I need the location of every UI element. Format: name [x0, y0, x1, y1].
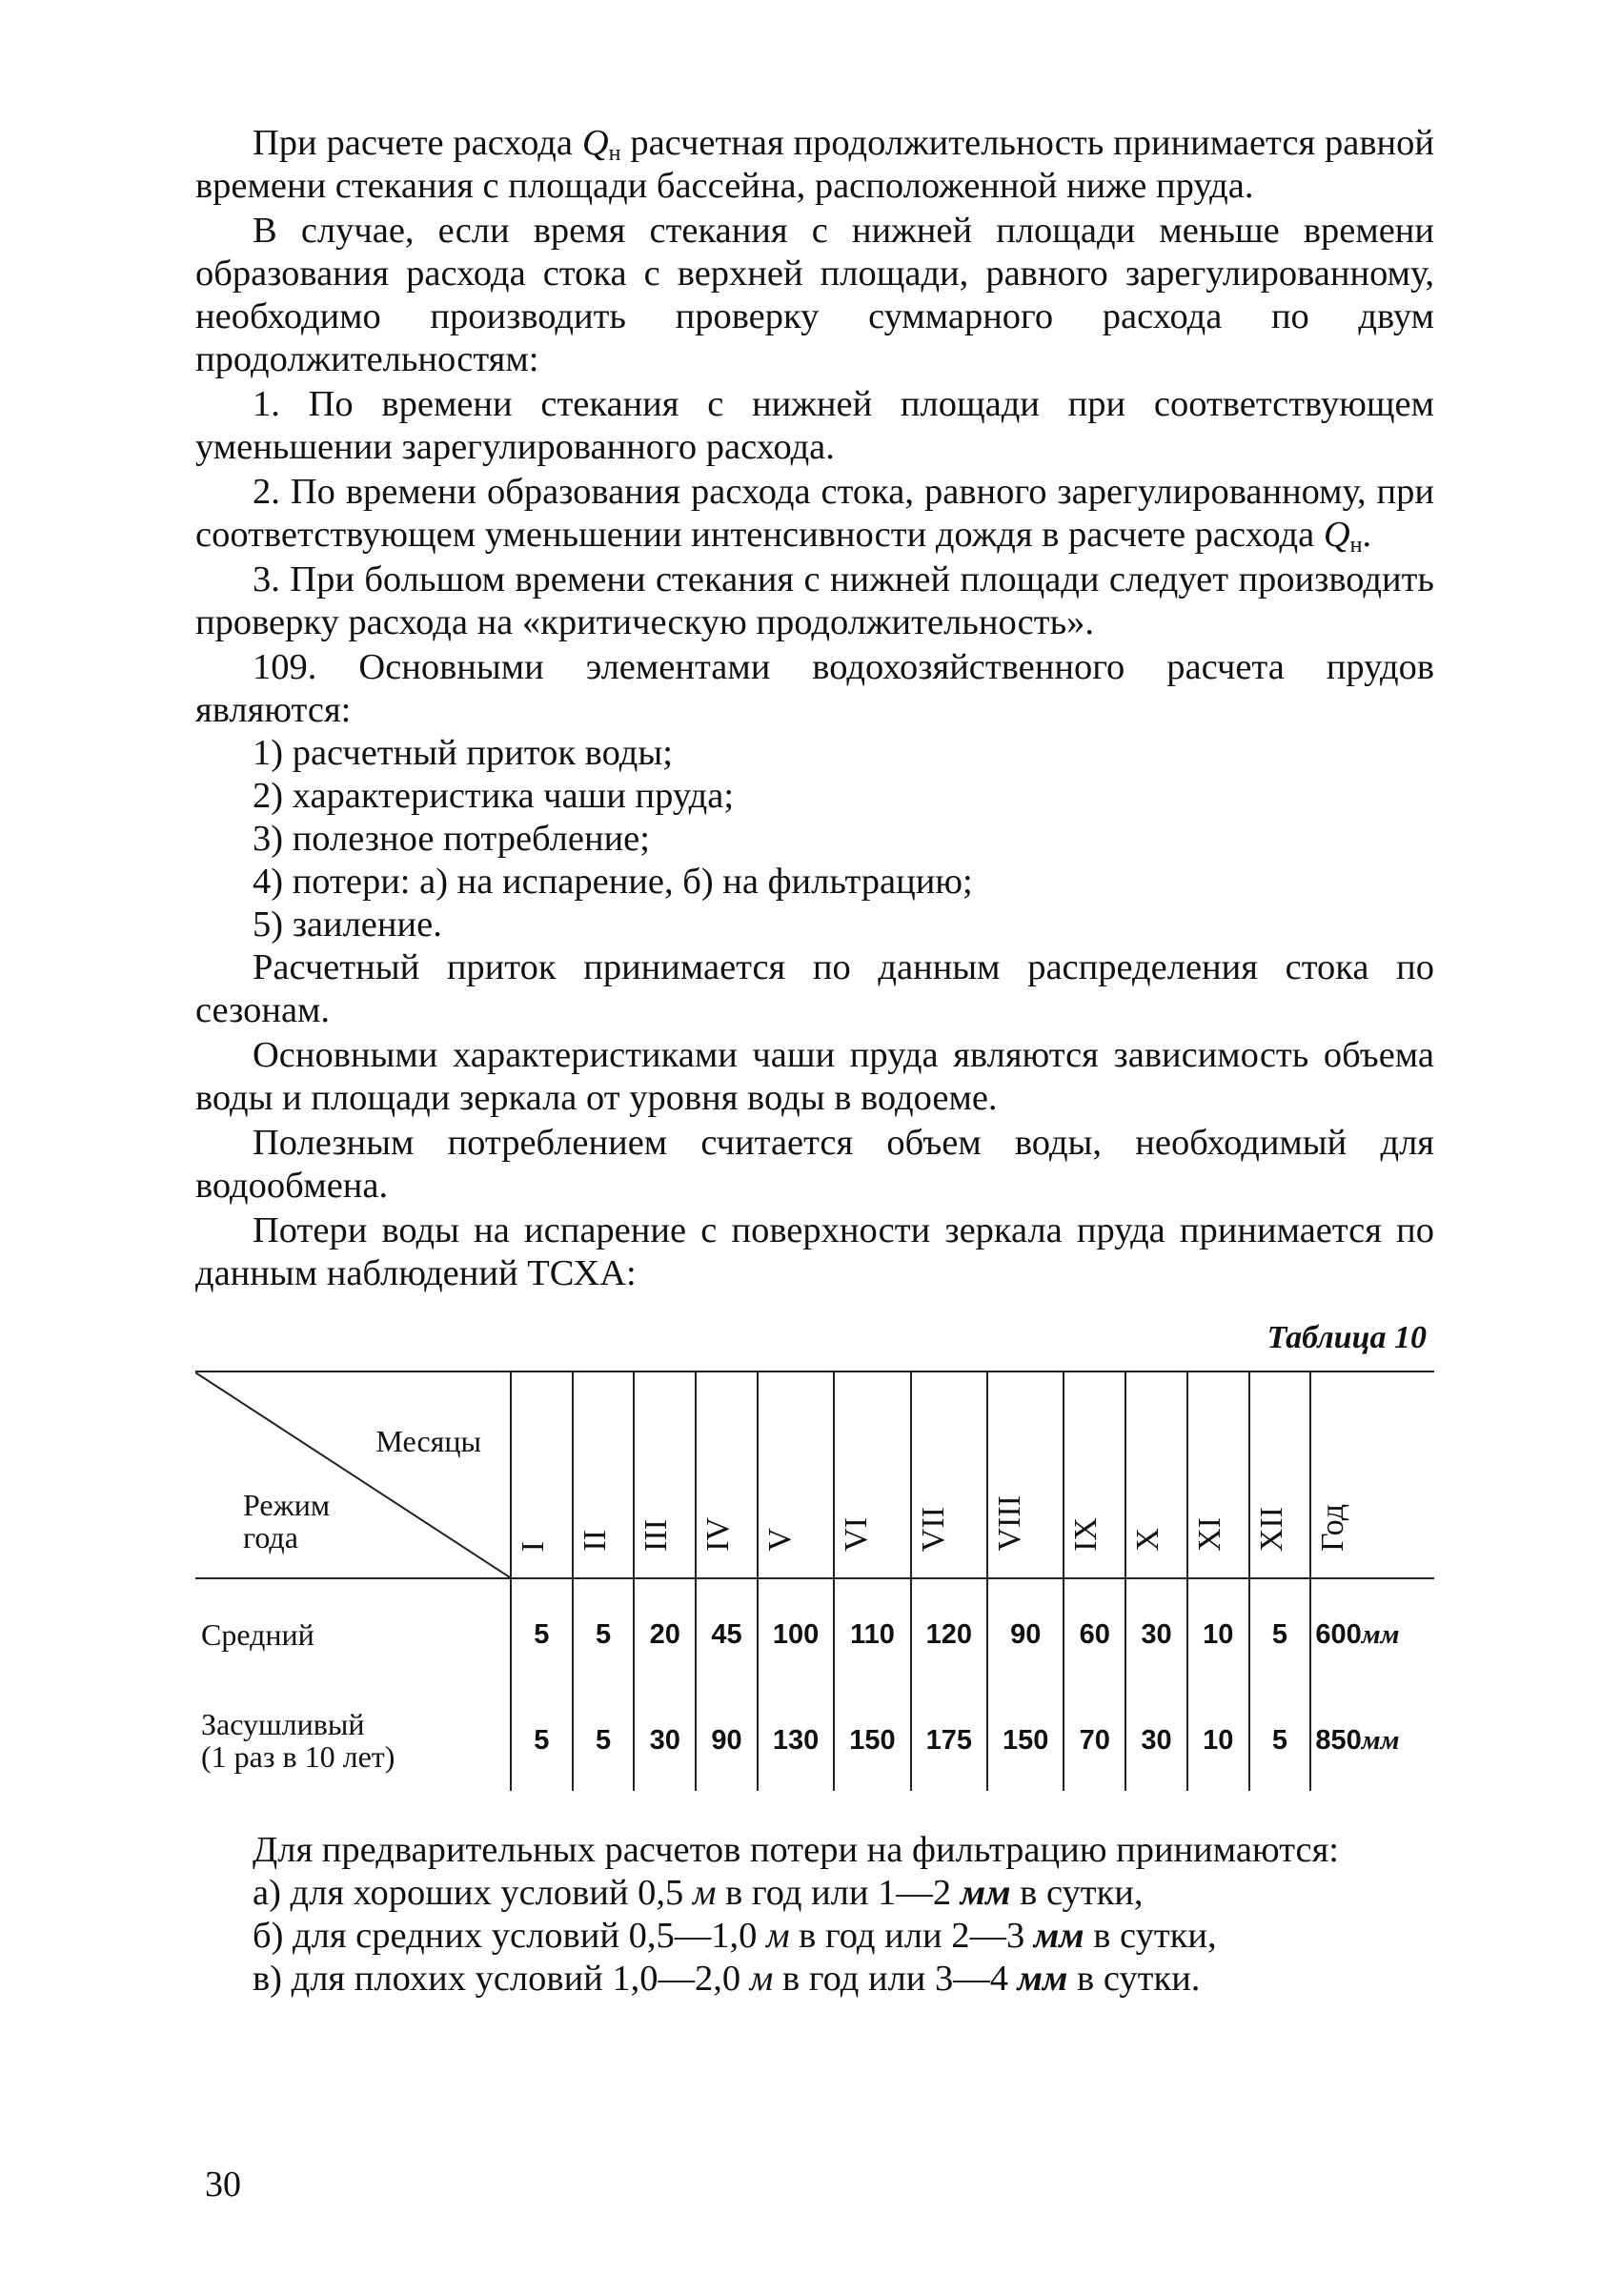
- list-item: а) для хороших условий 0,5 м в год или 1—2 мм в сутки,: [253, 1873, 1144, 1913]
- table-cell: 30: [1125, 1690, 1187, 1791]
- table-cell: 100: [758, 1578, 834, 1690]
- table-cell: 90: [696, 1690, 758, 1791]
- row-label: Засушливый (1 раз в 10 лет): [201, 1707, 395, 1774]
- table-cell: 30: [634, 1690, 696, 1791]
- list-item: б) для средних условий 0,5—1,0 м в год или 2—3 мм в сутки,: [253, 1916, 1217, 1956]
- table-caption: Таблица 10: [1266, 1320, 1427, 1355]
- table-cell: 175: [911, 1690, 987, 1791]
- table-cell: 10: [1187, 1578, 1249, 1690]
- paragraph-109: 109. Основными элементами водохозяйственного расчета прудов являются:: [195, 647, 1434, 730]
- list-item: 1) расчетный приток воды;: [253, 733, 673, 773]
- paragraph-point-3: 3. При большом времени стекания с нижней площади следует производить проверку расхода на «критическую продолжительность».: [195, 559, 1434, 642]
- table-cell: 5: [1249, 1690, 1311, 1791]
- evaporation-table: [195, 1371, 1434, 1791]
- table-cell: 150: [987, 1690, 1064, 1791]
- paragraph-consumption: Полезным потреблением считается объем воды, необходимый для водообмена.: [195, 1123, 1434, 1206]
- month-header: XII: [1249, 1372, 1311, 1578]
- list-item: 3) полезное потребление;: [253, 819, 650, 859]
- elements-list: [195, 732, 1434, 946]
- table-cell: 5: [573, 1578, 635, 1690]
- table-cell: 110: [834, 1578, 910, 1690]
- month-header: XI: [1187, 1372, 1249, 1578]
- paragraph-evaporation: Потери воды на испарение с поверхности зеркала пруда принимается по данным наблюдений ТСХА:: [195, 1210, 1434, 1293]
- paragraph-bowl: Основными характеристиками чаши пруда являются зависимость объема воды и площади зеркала от уровня воды в водоеме.: [195, 1035, 1434, 1118]
- month-header: VII: [911, 1372, 987, 1578]
- list-item: 4) потери: а) на испарение, б) на фильтрацию;: [253, 862, 973, 902]
- table-cell: 5: [511, 1578, 573, 1690]
- paragraph-point-1: 1. По времени стекания с нижней площади при соответствующем уменьшении зарегулированного расхода.: [195, 384, 1434, 467]
- list-item: 5) заиление.: [253, 904, 442, 945]
- month-header: IV: [696, 1372, 758, 1578]
- paragraph-point-2: 2. По времени образования расхода стока, равного зарегулированному, при соответствующем уменьшении интенсивности дождя в расчете расхода $Q_н$.: [195, 472, 1434, 558]
- row-label: Средний: [201, 1617, 314, 1652]
- table-cell: 90: [987, 1578, 1064, 1690]
- filtration-section: [195, 1829, 1434, 2001]
- paragraph-filtration-intro: Для предварительных расчетов потери на фильтрацию принимаются:: [253, 1830, 1339, 1870]
- month-header: V: [758, 1372, 834, 1578]
- table-cell: 120: [911, 1578, 987, 1690]
- list-item: в) для плохих условий 1,0—2,0 м в год или 3—4 мм в сутки.: [253, 1959, 1201, 1999]
- table-cell: 130: [758, 1690, 834, 1791]
- list-item: 2) характеристика чаши пруда;: [253, 776, 735, 816]
- month-header: VIII: [987, 1372, 1064, 1578]
- table-row: [195, 1690, 1434, 1791]
- year-header: Год: [1310, 1372, 1434, 1578]
- paragraph-qn-duration: При расчете расхода $Q_н$ расчетная продолжительность принимается равной времени стекания с площади бассейна, расположенной ниже пруда.: [195, 123, 1434, 206]
- months-header-label: Месяцы: [375, 1424, 481, 1458]
- month-header: X: [1125, 1372, 1187, 1578]
- table-cell: 5: [1249, 1578, 1311, 1690]
- paragraph-inflow: Расчетный приток принимается по данным распределения стока по сезонам.: [195, 947, 1434, 1030]
- month-header: II: [573, 1372, 635, 1578]
- table-cell: 70: [1064, 1690, 1125, 1791]
- table-corner-cell: [195, 1372, 511, 1578]
- table-cell: 20: [634, 1578, 696, 1690]
- paragraph-case: В случае, если время стекания с нижней площади меньше времени образования расхода стока с верхней площади, равного зарегулированному, необходимо производить проверку суммарного расхода по двум продолжительностям:: [195, 211, 1434, 379]
- table-cell: 60: [1064, 1578, 1125, 1690]
- month-header: IX: [1064, 1372, 1125, 1578]
- month-header: I: [511, 1372, 573, 1578]
- table-cell: 45: [696, 1578, 758, 1690]
- table-cell: 30: [1125, 1578, 1187, 1690]
- table-cell: 150: [834, 1690, 910, 1791]
- month-header: III: [634, 1372, 696, 1578]
- table-cell: 5: [511, 1690, 573, 1791]
- year-total-cell: 850мм: [1310, 1690, 1434, 1791]
- month-header: VI: [834, 1372, 910, 1578]
- regime-header-label: Режим года: [243, 1488, 331, 1554]
- table-row: [195, 1578, 1434, 1690]
- table-cell: 10: [1187, 1690, 1249, 1791]
- table-header-row: [195, 1372, 1434, 1578]
- page-number: 30: [205, 2164, 241, 2205]
- table-cell: 5: [573, 1690, 635, 1791]
- text-body: [195, 122, 1434, 2001]
- year-total-cell: 600мм: [1310, 1578, 1434, 1690]
